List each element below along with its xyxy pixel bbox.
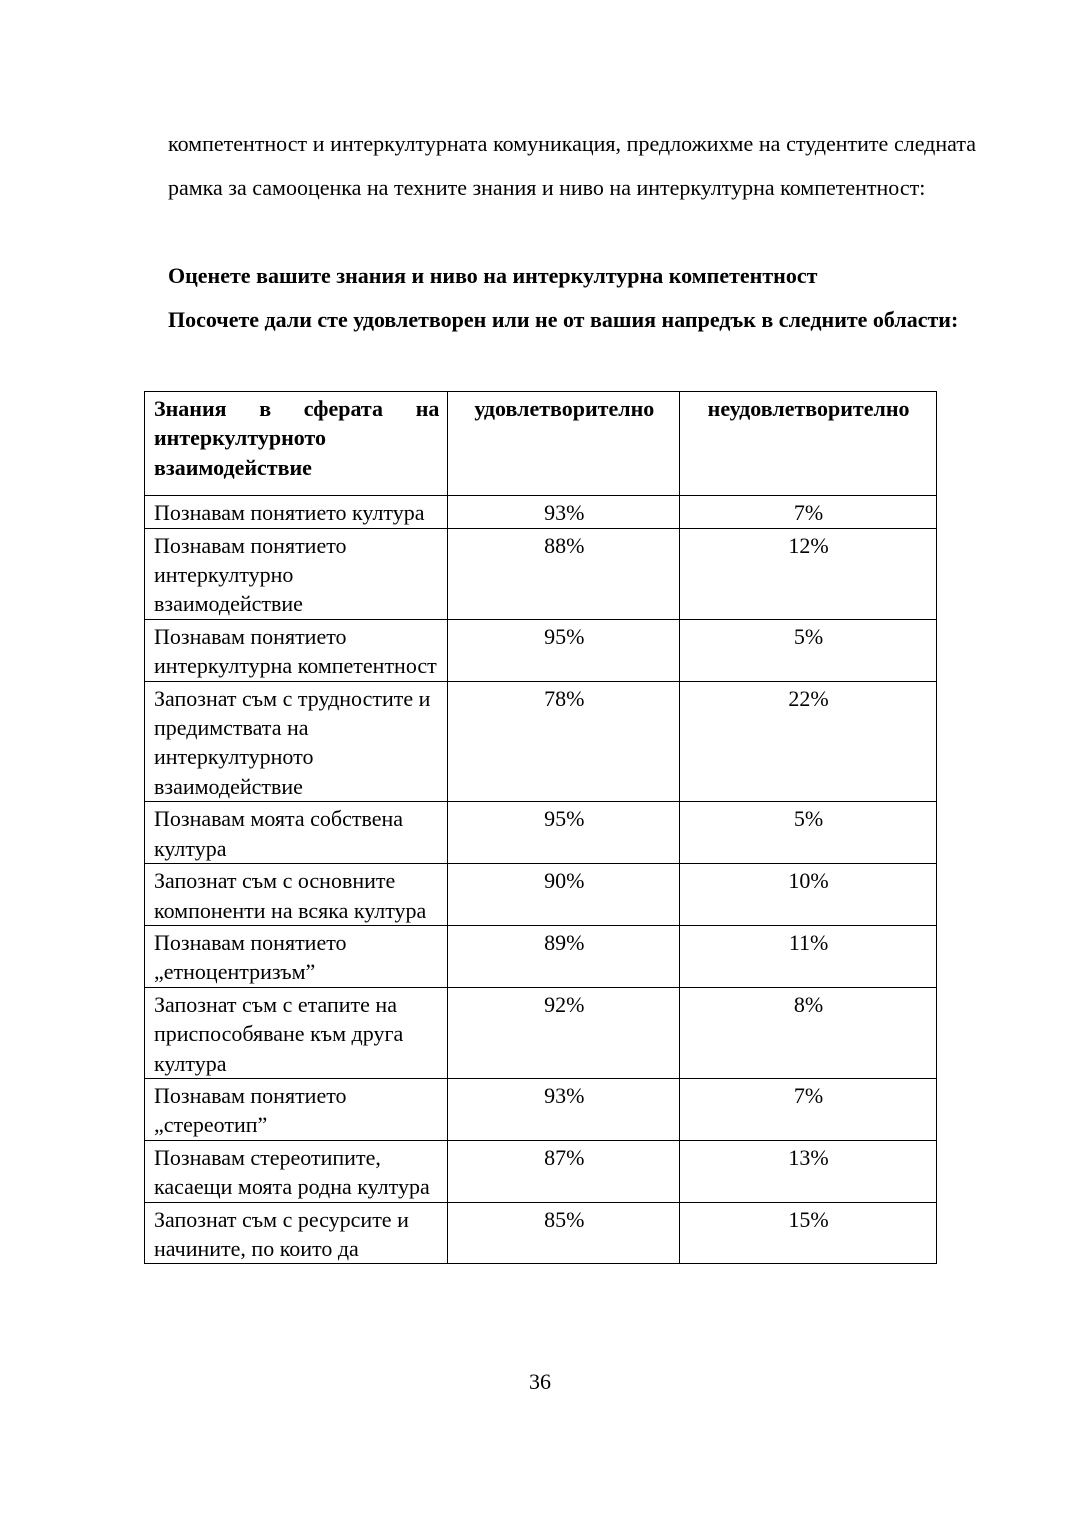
unsatisfactory-value: 15% — [680, 1202, 937, 1264]
unsatisfactory-value: 7% — [680, 1078, 937, 1140]
table-row — [145, 1078, 937, 1140]
row-label: Запознат съм с трудностите и предимствата на интеркултурното взаимодействие — [145, 681, 448, 802]
unsatisfactory-value: 11% — [680, 925, 937, 987]
table-header-row — [145, 392, 937, 496]
satisfactory-value: 85% — [448, 1202, 680, 1264]
unsatisfactory-value: 5% — [680, 802, 937, 864]
row-label: Познавам понятието култура — [145, 496, 448, 528]
satisfactory-value: 89% — [448, 925, 680, 987]
row-label: Запознат съм с ресурсите и начините, по които да — [145, 1202, 448, 1264]
satisfactory-value: 95% — [448, 619, 680, 681]
header-unsatisfactory: неудовлетворително — [680, 392, 937, 496]
satisfactory-value: 87% — [448, 1140, 680, 1202]
table-row — [145, 681, 937, 802]
satisfactory-value: 93% — [448, 1078, 680, 1140]
table-row — [145, 496, 937, 528]
heading-indicate-satisfaction: Посочете дали сте удовлетворен или не от вашия напредък в следните области: — [168, 307, 959, 332]
unsatisfactory-value: 5% — [680, 619, 937, 681]
satisfactory-value: 92% — [448, 987, 680, 1078]
satisfactory-value: 95% — [448, 802, 680, 864]
intro-paragraph: компетентност и интеркултурната комуникация, предложихме на студентите следната рамка за самооценка на техните знания и ниво на интеркултурна компетентност: — [168, 131, 976, 200]
table-row — [145, 1202, 937, 1264]
header-satisfactory: удовлетворително — [448, 392, 680, 496]
satisfactory-value: 88% — [448, 528, 680, 619]
unsatisfactory-value: 22% — [680, 681, 937, 802]
unsatisfactory-value: 13% — [680, 1140, 937, 1202]
table-row — [145, 619, 937, 681]
table-row — [145, 528, 937, 619]
row-label: Познавам моята собствена култура — [145, 802, 448, 864]
table-row — [145, 864, 937, 926]
satisfactory-value: 78% — [448, 681, 680, 802]
self-assessment-table — [144, 391, 937, 1264]
page-number: 36 — [529, 1369, 551, 1394]
row-label: Познавам понятието интеркултурна компетентност — [145, 619, 448, 681]
row-label: Познавам стереотипите, касаещи моята родна култура — [145, 1140, 448, 1202]
table-row — [145, 987, 937, 1078]
unsatisfactory-value: 10% — [680, 864, 937, 926]
row-label: Запознат съм с основните компоненти на всяка култура — [145, 864, 448, 926]
satisfactory-value: 93% — [448, 496, 680, 528]
table-row — [145, 1140, 937, 1202]
row-label: Познавам понятието „етноцентризъм” — [145, 925, 448, 987]
row-label: Познавам понятието „стереотип” — [145, 1078, 448, 1140]
row-label: Познавам понятието интеркултурно взаимодействие — [145, 528, 448, 619]
satisfactory-value: 90% — [448, 864, 680, 926]
table-row — [145, 802, 937, 864]
header-knowledge-area: Знания в сферата на интеркултурното взаимодействие — [145, 392, 448, 496]
unsatisfactory-value: 12% — [680, 528, 937, 619]
unsatisfactory-value: 7% — [680, 496, 937, 528]
row-label: Запознат съм с етапите на приспособяване към друга култура — [145, 987, 448, 1078]
table-row — [145, 925, 937, 987]
heading-rate-knowledge: Оценете вашите знания и ниво на интеркултурна компетентност — [168, 263, 818, 288]
unsatisfactory-value: 8% — [680, 987, 937, 1078]
